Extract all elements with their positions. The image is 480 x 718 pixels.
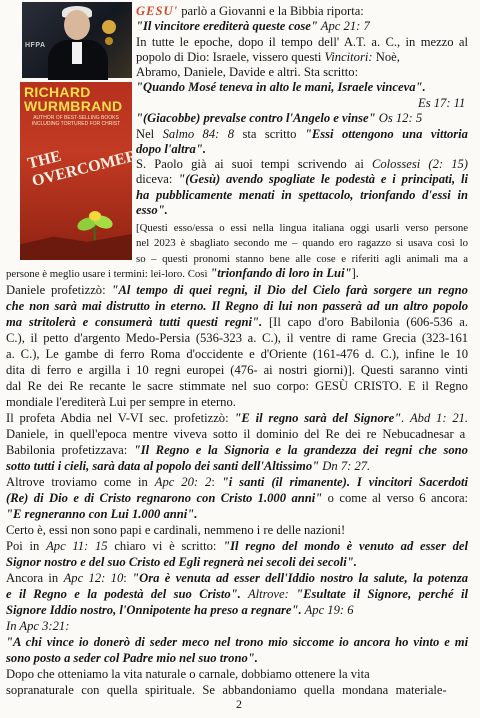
text-segment: dita di ferro e argilla i 10 regni europei (476- ai nostri giorni)]. Questi saranno vinti — [6, 363, 469, 377]
text-segment: ha pubblicamente menati in spettacolo, trionfando d'essi in — [136, 188, 468, 202]
text-segment: chiaro vi è scritto: — [107, 539, 224, 553]
text-line — [6, 523, 345, 538]
text-line — [6, 427, 465, 442]
text-segment: "Il vincitore erediterà queste cose" — [136, 19, 318, 33]
text-segment: Babilonia profetizzava: — [6, 443, 134, 457]
text-line — [6, 459, 370, 474]
text-segment: "(Giacobbe) prevalse contro l'Angelo e vinse" — [136, 111, 376, 125]
text-segment: "Al tempo di quei regni, il Dio del Cielo farà sorgere un regno — [111, 283, 468, 297]
book-title: THE OVERCOMERS — [26, 145, 148, 190]
text-line — [6, 443, 468, 458]
text-line — [136, 172, 468, 187]
text-line — [136, 4, 364, 19]
text-segment: : — [211, 475, 222, 489]
text-segment: Apc 19: 6 — [301, 603, 354, 617]
text-segment: In tutte le epoche, dopo il tempo dell' A.T. a. C., in mezzo al — [136, 35, 469, 49]
text-line — [6, 379, 468, 394]
text-line — [136, 251, 468, 267]
text-line — [136, 203, 168, 218]
text-segment: Colossesi (2: 15) — [371, 157, 468, 171]
text-segment: "A chi vince io donerò di seder meco nel trono mio siccome io ancora ho vinto e mi — [6, 635, 469, 649]
text-segment: Daniele, in quell'epoca mentre viveva sotto il dominio del Re dei re Nebucadnesar a — [6, 427, 466, 441]
text-segment: : — [123, 571, 133, 585]
text-line — [6, 315, 468, 330]
text-line — [136, 142, 206, 157]
text-line — [6, 363, 468, 378]
text-segment: Dopo che otteniamo la vita naturale o carnale, dobbiamo ottenere la vita — [6, 667, 370, 681]
text-segment: nel 2023 è sbagliato secondo me – quando ero ragazzo si usava così lo — [136, 237, 469, 249]
text-segment: Signore Iddio nostro, l'Onnipotente ha preso a regnare". — [6, 603, 302, 617]
text-segment: In Apc 3:21: — [6, 619, 70, 633]
text-segment: Es 17: 11 — [418, 96, 466, 110]
text-line — [136, 50, 400, 65]
golden-globe-photo — [22, 2, 132, 78]
text-segment: "Quando Mosé teneva in alto le mani, Israele vinceva". — [136, 80, 426, 94]
text-segment: Poi in — [6, 539, 47, 553]
text-segment: "Ora è venuta ad esser dell'Iddio nostro la salute, la potenza — [132, 571, 469, 585]
text-line — [6, 619, 69, 634]
text-segment: o come al verso 6 ancora: — [322, 491, 469, 505]
text-line — [6, 491, 468, 506]
text-segment: e il Regno e la podestà del suo Cristo". — [6, 587, 241, 601]
text-line — [6, 539, 468, 554]
text-line — [6, 651, 258, 666]
book-blurb: AUTHOR OF BEST-SELLING BOOKS INCLUDING TORTURED FOR CHRIST — [31, 115, 121, 127]
page-number: 2 — [236, 697, 242, 711]
text-line — [136, 80, 426, 95]
text-segment: "E il regno sarà del Signore" — [234, 411, 402, 425]
text-line — [6, 283, 468, 298]
text-segment: "Il regno del mondo è venuto ad esser del — [223, 539, 469, 553]
text-segment: persone è meglio usare i termini: lei-loro. Così — [6, 268, 211, 280]
text-segment: "E regneranno con Lui 1.000 anni". — [6, 507, 198, 521]
text-segment: sta scritto — [234, 127, 305, 141]
text-segment: Apc 20: 2 — [154, 475, 212, 489]
text-line — [6, 555, 357, 570]
text-segment: Signor nostro e del suo Cristo ed Egli regnerà nei secoli dei secoli". — [6, 555, 357, 569]
text-segment: sopranaturale con quella spirituale. Se abbandoniamo quella mondana materiale- — [6, 683, 447, 697]
text-segment: "Essi ottengono una vittoria — [304, 127, 468, 141]
trophy-icon — [102, 20, 116, 34]
text-line — [6, 507, 197, 522]
text-segment: a. C.), Le gambe di ferro Roma d'occidente e d'Oriente (161-476 d. C.), infine le 10 — [6, 347, 469, 361]
text-line — [6, 667, 370, 682]
text-segment: Os 12: 5 — [375, 111, 423, 125]
text-line — [6, 347, 468, 362]
text-segment: GESU' — [136, 4, 179, 18]
book-cover-image — [20, 82, 148, 260]
text-segment: Daniele profetizzò: — [6, 283, 112, 297]
text-segment: Apc 12: 10 — [63, 571, 124, 585]
text-segment: so – questi pronomi stanno bene alle cose e riferiti agli animali ma a — [136, 253, 469, 265]
text-line — [418, 96, 465, 111]
text-segment: che non sarà mai distrutto in eterno. Il Regno di lui non passerà ad un altro popolo — [6, 299, 469, 313]
text-segment: ma stritolerà e consumerà tutti questi regni". — [6, 315, 263, 329]
text-line — [6, 266, 359, 282]
text-line — [136, 65, 358, 80]
text-line — [136, 35, 468, 50]
text-segment: "trionfando di loro in Lui" — [210, 266, 352, 280]
text-segment: mondiale l'erediterà Lui per sempre in eterno. — [6, 395, 236, 409]
text-segment: C.), il petto d'argento Medo-Persia (536-323 a. C.), il ventre di rame Grecia (323-161 — [6, 331, 469, 345]
text-segment: Salmo 84: 8 — [162, 127, 235, 141]
text-segment: dal Re dei Re recante le sacre stimmate nel suo corpo: GESÙ CRISTO. E il Regno — [6, 379, 468, 393]
text-line — [136, 188, 468, 203]
text-segment: esso". — [136, 203, 168, 217]
text-segment: Ancora in — [6, 571, 64, 585]
text-segment: [Il capo d'oro Babilonia (606-536 a. — [262, 315, 468, 329]
text-segment: Abramo, Daniele, Davide e altri. Sta scritto: — [136, 65, 359, 79]
text-segment: popolo di Dio: Israele, vissero questi — [136, 50, 325, 64]
book-author: RICHARD WURMBRAND — [24, 84, 123, 114]
text-segment: . Abd 1: 21. — [401, 411, 469, 425]
text-segment: "(Gesù) avendo spogliate le podestà e i principati, li — [178, 172, 469, 186]
text-segment: diceva: — [136, 172, 179, 186]
text-line — [6, 683, 447, 698]
text-segment: "Esultate il Signore, perché il — [296, 587, 468, 601]
text-segment: Apc 21: 7 — [317, 19, 370, 33]
text-line — [6, 603, 354, 618]
text-line — [6, 587, 468, 602]
text-segment: Noè, — [372, 50, 400, 64]
text-line — [6, 395, 236, 410]
text-segment: parlò a Giovanni e la Bibbia riporta: — [178, 4, 364, 18]
text-line — [6, 411, 468, 426]
text-segment: (Re) di Dio e di Cristo regnarono con Cristo 1.000 anni" — [6, 491, 323, 505]
text-segment: [Questi esso/essa o essi nella lingua italiana oggi usarli verso persone — [136, 222, 469, 234]
text-segment: Altrove troviamo come in — [6, 475, 155, 489]
text-line — [136, 220, 468, 236]
text-line — [136, 235, 468, 251]
text-segment: Certo è, essi non sono papi e cardinali, nemmeno i re delle nazioni! — [6, 523, 346, 537]
text-line — [6, 331, 468, 346]
text-segment: dopo l'altra". — [136, 142, 206, 156]
text-segment: Apc 11: 15 — [46, 539, 108, 553]
photo-logo-text: HFPA — [25, 42, 46, 49]
text-segment: sotto tutti i cieli, sarà data al popolo dei santi dell'Altissimo" — [6, 459, 320, 473]
text-segment: "i santi (il rimanente). I vincitori Sacerdoti — [221, 475, 469, 489]
text-segment: Nel — [136, 127, 163, 141]
text-segment: "Il Regno e la Signoria e la grandezza dei regni che sono — [133, 443, 468, 457]
text-segment: S. Paolo già ai suoi tempi scrivendo ai — [136, 157, 372, 171]
text-line — [6, 571, 468, 586]
text-segment: ]. — [351, 266, 359, 280]
text-segment: sono posto a seder col Padre mio nel suo trono". — [6, 651, 258, 665]
text-line — [136, 111, 422, 126]
text-segment: Il profeta Abdia nel V-VI sec. profetizzò: — [6, 411, 235, 425]
text-segment: Dn 7: 27. — [319, 459, 371, 473]
text-line — [136, 127, 468, 142]
text-line — [136, 157, 468, 172]
text-segment: Vincitori: — [324, 50, 373, 64]
text-segment: Altrove: — [240, 587, 297, 601]
text-line — [136, 19, 370, 34]
text-line — [6, 635, 468, 650]
text-line — [6, 475, 468, 490]
text-line — [6, 299, 468, 314]
